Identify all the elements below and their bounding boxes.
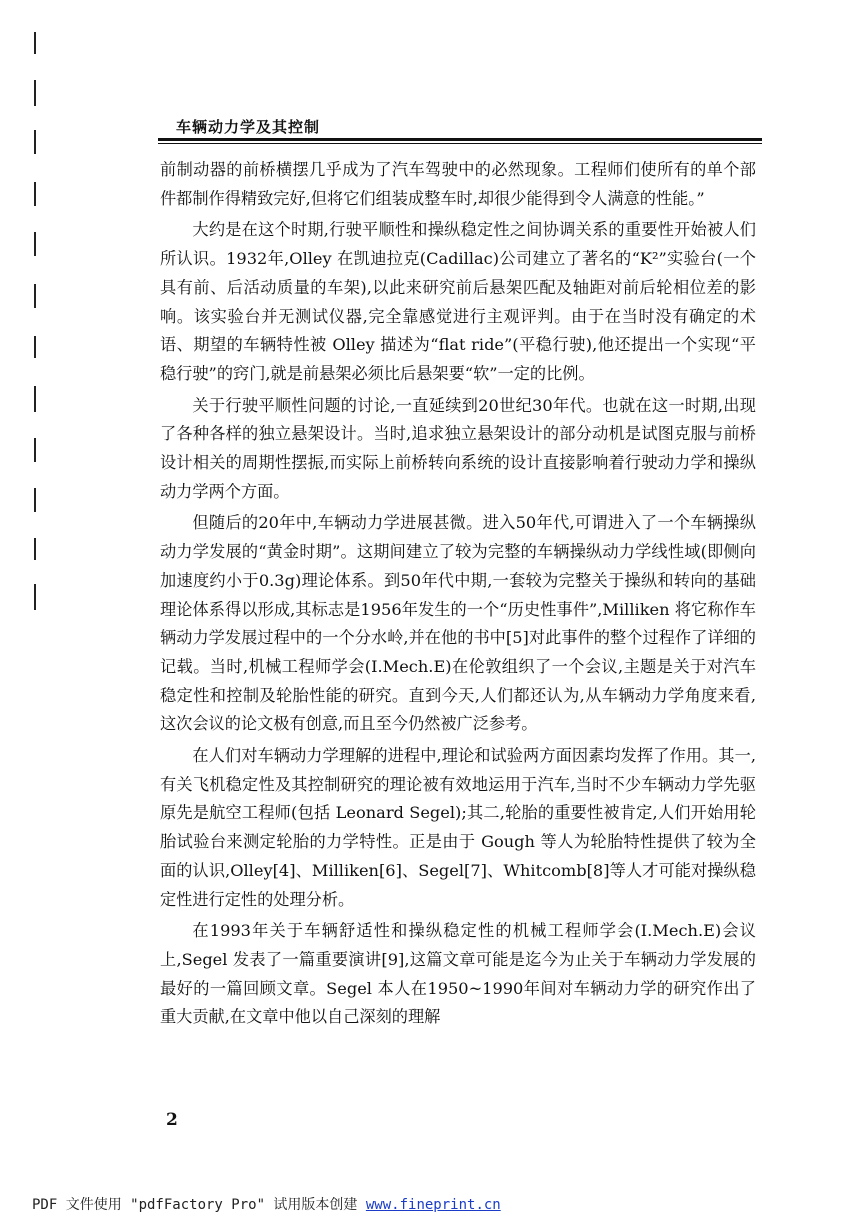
scan-mark	[34, 336, 36, 358]
paragraph: 大约是在这个时期,行驶平顺性和操纵稳定性之间协调关系的重要性开始被人们所认识。1932年,Olley 在凯迪拉克(Cadillac)公司建立了著名的“K²”实验台(一个具有前、后活动质量的车架),以此来研究前后悬架匹配及轴距对前后轮相位差的影响。该实验台并无测试仪器,完全靠感觉进行主观评判。由于在当时没有确定的术语、期望的车辆特性被 Olley 描述为“flat ride”(平稳行驶),他还提出一个实现“平稳行驶”的窍门,就是前悬架必须比后悬架要“软”一定的比例。	[160, 220, 756, 383]
paragraph: 但随后的20年中,车辆动力学进展甚微。进入50年代,可谓进入了一个车辆操纵动力学发展的“黄金时期”。这期间建立了较为完整的车辆操纵动力学线性域(即侧向加速度约小于0.3g)理论体系。到50年代中期,一套较为完整关于操纵和转向的基础理论体系得以形成,其标志是1956年发生的一个“历史性事件”,Milliken 将它称作车辆动力学发展过程中的一个分水岭,并在他的书中[5]对此事件的整个过程作了详细的记载。当时,机械工程师学会(I.Mech.E)在伦敦组织了一个会议,主题是关于对汽车稳定性和控制及轮胎性能的研究。直到今天,人们都还认为,从车辆动力学角度来看,这次会议的论文极有创意,而且至今仍然被广泛参考。	[160, 513, 756, 734]
scan-mark	[34, 80, 36, 106]
scan-mark	[34, 232, 36, 256]
paragraph: 在人们对车辆动力学理解的进程中,理论和试验两方面因素均发挥了作用。其一,有关飞机稳定性及其控制研究的理论被有效地运用于汽车,当时不少车辆动力学先驱原先是航空工程师(包括 Leonard Segel);其二,轮胎的重要性被肯定,人们开始用轮胎试验台来测定轮胎的力学特性。正是由于 Gough 等人为轮胎特性提供了较为全面的认识,Olley[4]、Milliken[6]、Segel[7]、Whitcomb[8]等人才可能对操纵稳定性进行定性的处理分析。	[160, 746, 756, 909]
pdf-footer	[32, 1194, 501, 1214]
scan-mark	[34, 438, 36, 462]
header-rule-thin	[158, 143, 762, 144]
body-text	[160, 156, 756, 1032]
running-head: 车辆动力学及其控制	[176, 118, 321, 136]
scan-mark	[34, 32, 36, 54]
scan-mark	[34, 284, 36, 308]
page-number: 2	[166, 1110, 178, 1130]
scan-mark	[34, 182, 36, 206]
scan-mark	[34, 130, 36, 154]
scan-mark	[34, 386, 36, 412]
scan-mark	[34, 538, 36, 560]
paragraph: 关于行驶平顺性问题的讨论,一直延续到20世纪30年代。也就在这一时期,出现了各种各样的独立悬架设计。当时,追求独立悬架设计的部分动机是试图克服与前桥设计相关的周期性摆振,而实际上前桥转向系统的设计直接影响着行驶动力学和操纵动力学两个方面。	[160, 395, 756, 501]
footer-link[interactable]: www.fineprint.cn	[365, 1197, 501, 1213]
scan-mark	[34, 488, 36, 512]
paragraph: 前制动器的前桥横摆几乎成为了汽车驾驶中的必然现象。工程师们使所有的单个部件都制作得精致完好,但将它们组装成整车时,却很少能得到令人满意的性能。”	[160, 160, 756, 208]
footer-text: PDF 文件使用 "pdfFactory Pro" 试用版本创建	[32, 1197, 366, 1213]
scan-margin-marks	[34, 0, 38, 640]
paragraph: 在1993年关于车辆舒适性和操纵稳定性的机械工程师学会(I.Mech.E)会议上,Segel 发表了一篇重要演讲[9],这篇文章可能是迄今为止关于车辆动力学发展的最好的一篇回顾文章。Segel 本人在1950~1990年间对车辆动力学的研究作出了重大贡献,在文章中他以自己深刻的理解	[160, 921, 756, 1027]
scan-mark	[34, 584, 36, 610]
header-rule	[158, 138, 762, 141]
